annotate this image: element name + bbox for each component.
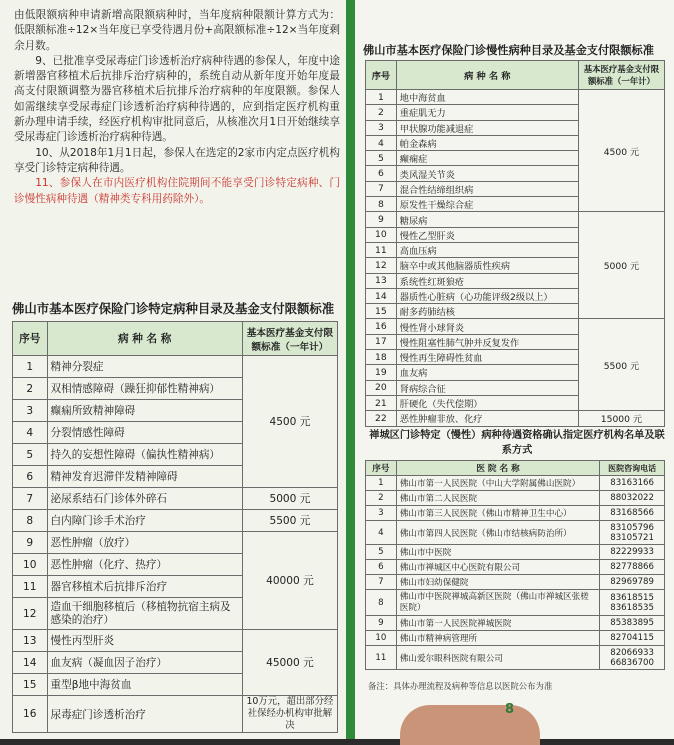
table-row: 8 白内障门诊手术治疗 5500 元 <box>13 510 338 532</box>
paragraph-1: 由低限额病种申请新增高限额病种时，当年度病种限额计算方式为：低限额标准÷12×当年度已享受待遇月份+高限额标准÷12×当年度剩余月数。 <box>14 9 340 52</box>
thumb <box>400 705 540 745</box>
hospital-table-title: 禅城区门诊特定（慢性）病种待遇资格确认指定医疗机构名单及联系方式 <box>369 430 665 456</box>
table-row: 7 佛山市妇幼保健院 82969789 <box>366 575 665 590</box>
table-row: 4 帕金森病 <box>366 135 665 150</box>
table-row: 17 慢性阻塞性肺气肿并反复发作 <box>366 334 665 349</box>
table-row: 20 肾病综合征 <box>366 380 665 395</box>
table-row: 5 持久的妄想性障碍（偏执性精神病） <box>13 444 338 466</box>
table-row: 16 尿毒症门诊透析治疗 10万元，超出部分经社保经办机构审批解决 <box>13 696 338 733</box>
table-row: 6 类风湿关节炎 <box>366 166 665 181</box>
table-row: 12 脑卒中或其他脑器质性疾病 <box>366 258 665 273</box>
table-row: 18 慢性再生障碍性贫血 <box>366 350 665 365</box>
table-row: 1 佛山市第一人民医院（中山大学附属佛山医院） 83163166 <box>366 476 665 491</box>
table-row: 19 血友病 <box>366 365 665 380</box>
limit-cell: 5000 元 <box>578 212 664 319</box>
header-phone: 医院咨询电话 <box>600 461 665 476</box>
footnote: 备注：具体办理流程及病种等信息以医院公布为准 <box>368 681 553 691</box>
chronic-disease-table-title: 佛山市基本医疗保险门诊慢性病种目录及基金支付限额标准 <box>363 44 654 57</box>
page-number: 8 <box>505 702 515 717</box>
limit-cell: 10万元，超出部分经社保经办机构审批解决 <box>242 696 337 733</box>
table-row: 15 重型β地中海贫血 <box>13 674 338 696</box>
table-row: 15 耐多药肺结核 <box>366 304 665 319</box>
limit-cell: 5000 元 <box>242 488 337 510</box>
table-row: 9 糖尿病 5000 元 <box>366 212 665 227</box>
table-row: 21 肝硬化（失代偿期） <box>366 395 665 410</box>
table-row: 8 原发性干燥综合症 <box>366 197 665 212</box>
chronic-disease-table <box>365 60 665 427</box>
header-hospital: 医 院 名 称 <box>396 461 600 476</box>
table-row: 9 恶性肿瘤（放疗） 40000 元 <box>13 532 338 554</box>
limit-cell: 5500 元 <box>578 319 664 411</box>
limit-cell: 40000 元 <box>242 532 337 630</box>
table-row: 22 恶性肿瘤非放、化疗 15000 元 <box>366 411 665 426</box>
table-row: 7 混合性结缔组织病 <box>366 181 665 196</box>
left-paragraphs <box>14 8 340 207</box>
paragraph-10: 10、从2018年1月1日起，参保人在选定的2家市内定点医疗机构享受门诊特定病种待遇。 <box>14 146 340 174</box>
header-limit: 基本医疗基金支付限额标准（一年计） <box>578 61 664 90</box>
table-row: 1 精神分裂症 4500 元 <box>13 356 338 378</box>
special-disease-table-title: 佛山市基本医疗保险门诊特定病种目录及基金支付限额标准 <box>12 301 335 316</box>
header-no: 序号 <box>366 461 397 476</box>
special-disease-table <box>12 321 338 733</box>
right-page <box>355 0 674 739</box>
table-row: 7 泌尿系结石门诊体外碎石 5000 元 <box>13 488 338 510</box>
table-row: 11 器官移植术后抗排斥治疗 <box>13 576 338 598</box>
header-name: 病 种 名 称 <box>396 61 578 90</box>
table-row: 4 分裂情感性障碍 <box>13 422 338 444</box>
hospital-table <box>365 460 665 670</box>
limit-cell: 15000 元 <box>578 411 664 426</box>
table-row: 3 佛山市第三人民医院（佛山市精神卫生中心） 83168566 <box>366 506 665 521</box>
table-row: 16 慢性肾小球肾炎 5500 元 <box>366 319 665 334</box>
limit-cell: 5500 元 <box>242 510 337 532</box>
table-row: 4 佛山市第四人民医院（佛山市结核病防治所） 83105796 83105721 <box>366 521 665 545</box>
header-no: 序号 <box>13 322 48 356</box>
paragraph-9: 9、已批准享受尿毒症门诊透析治疗病种待遇的参保人，年度中途新增器官移植术后抗排斥治疗病种的，系统自动从新年度开始年度最高支付限额调整为器官移植术后抗排斥治疗病种的年度限额。参保人如需继续享受尿毒症门诊透析治疗病种待遇的，应到指定医疗机构重新办理申请手续，经医疗机构审批同意后，从核准次月1日开始继续享受尿毒症门诊透析治疗病种待遇。 <box>14 54 340 144</box>
table-row: 6 佛山市禅城区中心医院有限公司 82778866 <box>366 560 665 575</box>
table-row: 14 器质性心脏病（心功能评级2级以上） <box>366 288 665 303</box>
table-row: 3 癫痫所致精神障碍 <box>13 400 338 422</box>
table-row: 8 佛山市中医院禅城高新区医院（佛山市禅城区张槎医院） 83618515 83618535 <box>366 590 665 616</box>
header-name: 病 种 名 称 <box>47 322 242 356</box>
table-row: 12 造血干细胞移植后（移植物抗宿主病及感染的治疗） <box>13 598 338 630</box>
table-row: 1 地中海贫血 4500 元 <box>366 90 665 105</box>
table-row: 3 甲状腺功能减退症 <box>366 120 665 135</box>
table-row: 10 恶性肿瘤（化疗、热疗） <box>13 554 338 576</box>
paragraph-11: 11、参保人在市内医疗机构住院期间不能享受门诊特定病种、门诊慢性病种待遇（精神类专科用药除外）。 <box>14 177 340 205</box>
table-row: 14 血友病（凝血因子治疗） <box>13 652 338 674</box>
header-no: 序号 <box>366 61 397 90</box>
table-row: 5 癫痫症 <box>366 151 665 166</box>
table-row: 2 佛山市第二人民医院 88032022 <box>366 491 665 506</box>
table-row: 10 佛山市精神病管理所 82704115 <box>366 631 665 646</box>
table-row: 5 佛山市中医院 82229933 <box>366 545 665 560</box>
table-row: 13 系统性红斑狼疮 <box>366 273 665 288</box>
header-limit: 基本医疗基金支付限额标准（一年计） <box>242 322 337 356</box>
table-row: 9 佛山市第一人民医院禅城医院 85383895 <box>366 616 665 631</box>
table-row: 11 高血压病 <box>366 242 665 257</box>
table-row: 6 精神发育迟滞伴发精神障碍 <box>13 466 338 488</box>
table-row: 11 佛山爱尔眼科医院有限公司 82066933 66836700 <box>366 646 665 670</box>
limit-cell: 4500 元 <box>578 90 664 212</box>
table-row: 13 慢性丙型肝炎 45000 元 <box>13 630 338 652</box>
table-row: 10 慢性乙型肝炎 <box>366 227 665 242</box>
table-row: 2 重症肌无力 <box>366 105 665 120</box>
table-row: 2 双相情感障碍（躁狂抑郁性精神病） <box>13 378 338 400</box>
limit-cell: 4500 元 <box>242 356 337 488</box>
limit-cell: 45000 元 <box>242 630 337 696</box>
